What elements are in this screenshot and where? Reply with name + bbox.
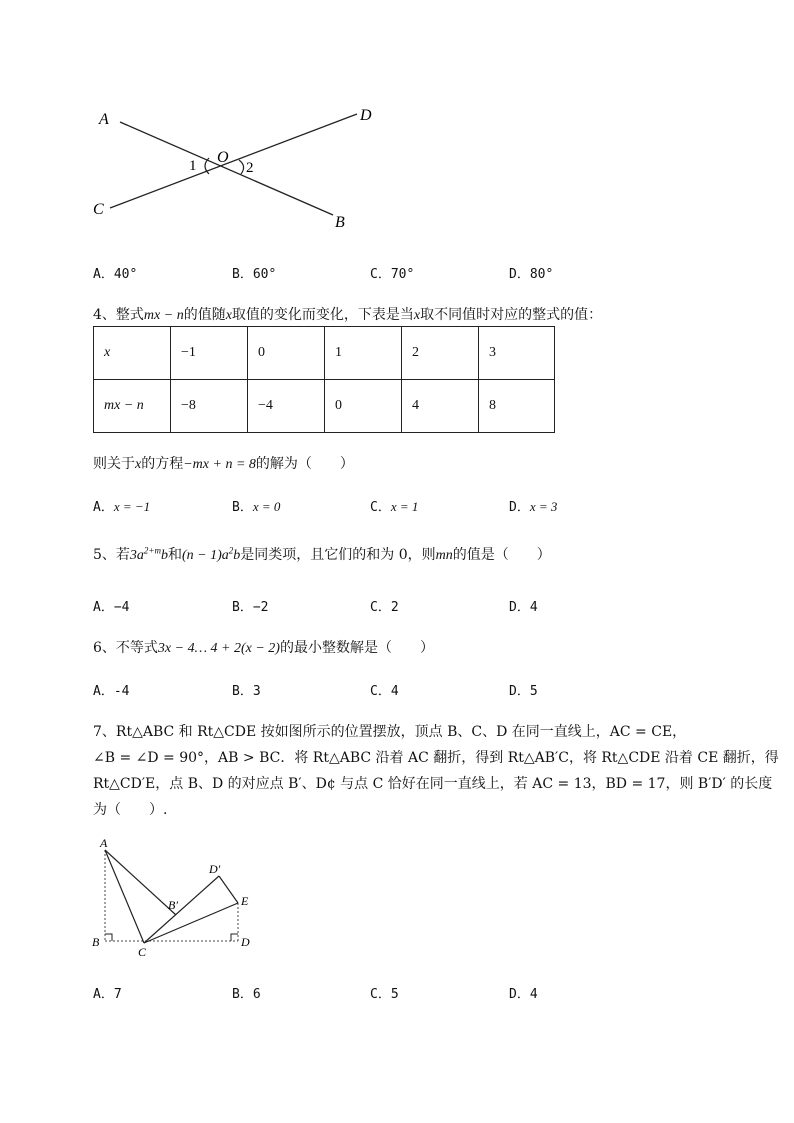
q7-option-d[interactable]: D．4 xyxy=(509,987,538,1002)
label-O: O xyxy=(217,149,229,166)
q6-stem: 6、不等式3x − 4… 4 + 2(x − 2)的最小整数解是（ ） xyxy=(93,640,434,656)
segment-AB-prime xyxy=(105,850,176,915)
right-angle-B xyxy=(105,934,112,941)
label-C: C xyxy=(138,945,147,959)
q4-stem: 4、整式mx − n的值随x取值的变化而变化，下表是当x取不同值时对应的整式的值： xyxy=(93,307,603,323)
table-cell: −1 xyxy=(171,327,248,380)
label-B: B xyxy=(92,935,100,949)
table-cell: 0 xyxy=(248,327,325,380)
label-B: B xyxy=(335,214,345,231)
q5-option-d[interactable]: D．4 xyxy=(509,600,538,615)
table-row xyxy=(94,380,555,433)
segment-C-Dprime xyxy=(144,876,219,943)
q7-option-c[interactable]: C．5 xyxy=(370,987,399,1002)
q4-question: 则关于x的方程−mx + n = 8的解为（ ） xyxy=(93,456,354,472)
table-row xyxy=(94,327,555,380)
q3-option-c[interactable]: C．70° xyxy=(370,267,415,282)
q4-option-c[interactable]: C．x = 1 xyxy=(370,499,419,515)
q4-option-b[interactable]: B．x = 0 xyxy=(232,499,281,515)
q3-option-b[interactable]: B．60° xyxy=(232,267,277,282)
table-cell: 2 xyxy=(402,327,479,380)
label-angle-1: 1 xyxy=(189,158,197,174)
table-cell: −8 xyxy=(171,380,248,433)
angle-2-arc xyxy=(239,160,244,174)
label-D-prime: D′ xyxy=(209,862,221,876)
label-A: A xyxy=(99,111,109,128)
q5-option-a[interactable]: A．−4 xyxy=(93,600,130,615)
q5-stem: 5、若$3a^{2+m}b$和$(n - 1)a^2b$是同类项，且它们的和为 0，则mn的值是（ ） xyxy=(93,545,551,563)
table-cell: 0 xyxy=(325,380,402,433)
q4-option-a[interactable]: A．x = −1 xyxy=(93,499,151,515)
q6-option-d[interactable]: D．5 xyxy=(509,684,538,699)
q5-option-b[interactable]: B．−2 xyxy=(232,600,269,615)
q7-line-4: 为（ ）. xyxy=(93,802,168,818)
table-cell: 3 xyxy=(479,327,555,380)
label-E: E xyxy=(241,894,249,908)
q3-option-d[interactable]: D．80° xyxy=(509,267,554,282)
label-A: A xyxy=(100,836,108,850)
q7-line-2: ∠B = ∠D = 90°，AB > BC．将 Rt△ABC 沿着 AC 翻折，得到 Rt△AB′C，将 Rt△CDE 沿着 CE 翻折，得 xyxy=(93,750,779,766)
label-B-prime: B′ xyxy=(168,898,178,912)
q4-value-table xyxy=(93,326,555,433)
q6-option-b[interactable]: B．3 xyxy=(232,684,261,699)
segment-CE xyxy=(144,903,238,943)
intersecting-lines-figure xyxy=(85,100,385,235)
label-C: C xyxy=(93,201,104,218)
q7-option-b[interactable]: B．6 xyxy=(232,987,261,1002)
q6-option-c[interactable]: C．4 xyxy=(370,684,399,699)
table-cell: 8 xyxy=(479,380,555,433)
q5-option-c[interactable]: C．2 xyxy=(370,600,399,615)
label-angle-2: 2 xyxy=(246,160,254,176)
q6-option-a[interactable]: A．-4 xyxy=(93,684,130,699)
folded-triangles-figure xyxy=(88,835,263,960)
line-CD xyxy=(110,114,357,208)
q7-line-1: 7、Rt△ABC 和 Rt△CDE 按如图所示的位置摆放，顶点 B、C、D 在同一直线上，AC = CE， xyxy=(93,724,687,740)
label-D: D xyxy=(241,935,250,949)
q7-option-a[interactable]: A．7 xyxy=(93,987,122,1002)
right-angle-D xyxy=(231,934,238,941)
label-D: D xyxy=(360,107,372,124)
q7-line-3: Rt△CD′E，点 B、D 的对应点 B′、D¢ 与点 C 恰好在同一直线上，若 AC = 13，BD = 17，则 B′D′ 的长度 xyxy=(93,776,773,792)
table-cell: 1 xyxy=(325,327,402,380)
q3-option-a[interactable]: A．40° xyxy=(93,267,138,282)
q4-option-d[interactable]: D．x = 3 xyxy=(509,499,558,515)
table-cell: −4 xyxy=(248,380,325,433)
segment-Dprime-E xyxy=(219,876,238,903)
table-head-x: x xyxy=(94,327,171,380)
table-head-mxn: mx − n xyxy=(94,380,171,433)
table-cell: 4 xyxy=(402,380,479,433)
segment-AC xyxy=(105,850,144,943)
